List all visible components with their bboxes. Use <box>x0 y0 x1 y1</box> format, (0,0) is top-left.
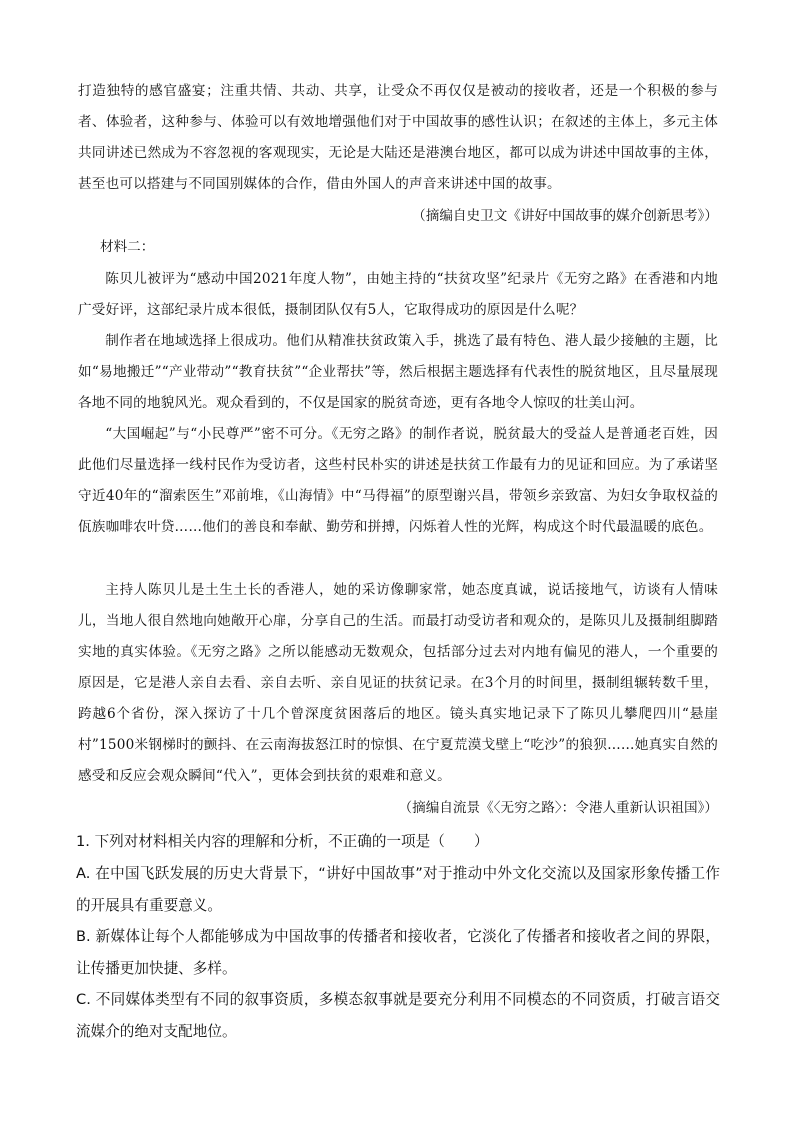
material1-source: （摘编自史卫文《讲好中国故事的媒介创新思考》） <box>412 208 718 224</box>
option-a: A. 在中国飞跃发展的历史大背景下，“讲好中国故事”对于推动中外文化交流以及国家形象传播工作的开展具有重要意义。 <box>76 865 720 914</box>
question-stem: 1. 下列对材料相关内容的理解和分析，不正确的一项是（ ） <box>76 833 489 850</box>
material2-paragraph-3: “大国崛起”与“小民尊严”密不可分。《无穷之路》的制作者说，脱贫最大的受益人是普通老百姓，因此他们尽量选择一线村民作为受访者，这些村民朴实的讲述是扶贫工作最有力的见证和回应。为了承诺坚守近40年的“溜索医生”邓前堆，《山海情》中“马得福”的原型谢兴昌，带领乡亲致富、为妇女争取权益的佤族咖啡农叶贷……他们的善良和奉献、勤劳和拼搏，闪烁着人性的光辉，构成这个时代最温暖的底色。 <box>78 426 718 535</box>
option-c: C. 不同媒体类型有不同的叙事资质，多模态叙事就是要充分利用不同模态的不同资质，打破言语交流媒介的绝对支配地位。 <box>76 991 720 1040</box>
material2-paragraph-4: 主持人陈贝儿是土生土长的香港人，她的采访像聊家常，她态度真诚，说话接地气，访谈有人情味儿，当地人很自然地向她敞开心扉，分享自己的生活。而最打动受访者和观众的，是陈贝儿及摄制组脚踏实地的真实体验。《无穷之路》之所以能感动无数观众，包括部分过去对内地有偏见的港人，一个重要的原因是，它是港人亲自去看、亲自去听、亲自见证的扶贫记录。在3个月的时间里，摄制组辗转数千里，跨越6个省份，深入探访了十几个曾深度贫困落后的地区。镜头真实地记录下了陈贝儿攀爬四川“悬崖村”1500米钢梯时的颤抖、在云南海拔怒江时的惊惧、在宁夏荒漠戈壁上“吃沙”的狼狈……她真实自然的感受和反应会观众瞬间“代入”，更体会到扶贫的艰难和意义。 <box>78 582 718 784</box>
material1-paragraph-end: 打造独特的感官盛宴；注重共情、共动、共享，让受众不再仅仅是被动的接收者，还是一个积极的参与者、体验者，这种参与、体验可以有效地增强他们对于中国故事的感性认识；在叙述的主体上，多元主体共同讲述已然成为不容忽视的客观现实，无论是大陆还是港澳台地区，都可以成为讲述中国故事的主体，甚至也可以搭建与不同国别媒体的合作，借由外国人的声音来讲述中国的故事。 <box>78 83 718 192</box>
material2-paragraph-1: 陈贝儿被评为“感动中国2021年度人物”，由她主持的“扶贫攻坚”纪录片《无穷之路》在香港和内地广受好评，这部纪录片成本很低，摄制团队仅有5人，它取得成功的原因是什么呢？ <box>78 271 718 318</box>
option-b: B. 新媒体让每个人都能够成为中国故事的传播者和接收者，它淡化了传播者和接收者之间的界限，让传播更加快捷、多样。 <box>76 928 720 977</box>
material2-source: （摘编自流景《〈无穷之路〉：令港人重新认识祖国》） <box>398 800 718 816</box>
material2-label: 材料二： <box>100 239 155 255</box>
material2-paragraph-2: 制作者在地域选择上很成功。他们从精准扶贫政策入手，挑选了最有特色、港人最少接触的主题，比如“易地搬迁”“产业带动”“教育扶贫”“企业帮扶”等，然后根据主题选择有代表性的脱贫地区，且尽量展现各地不同的地貌风光。观众看到的，不仅是国家的脱贫奇迹，更有各地令人惊叹的壮美山河。 <box>78 333 718 411</box>
